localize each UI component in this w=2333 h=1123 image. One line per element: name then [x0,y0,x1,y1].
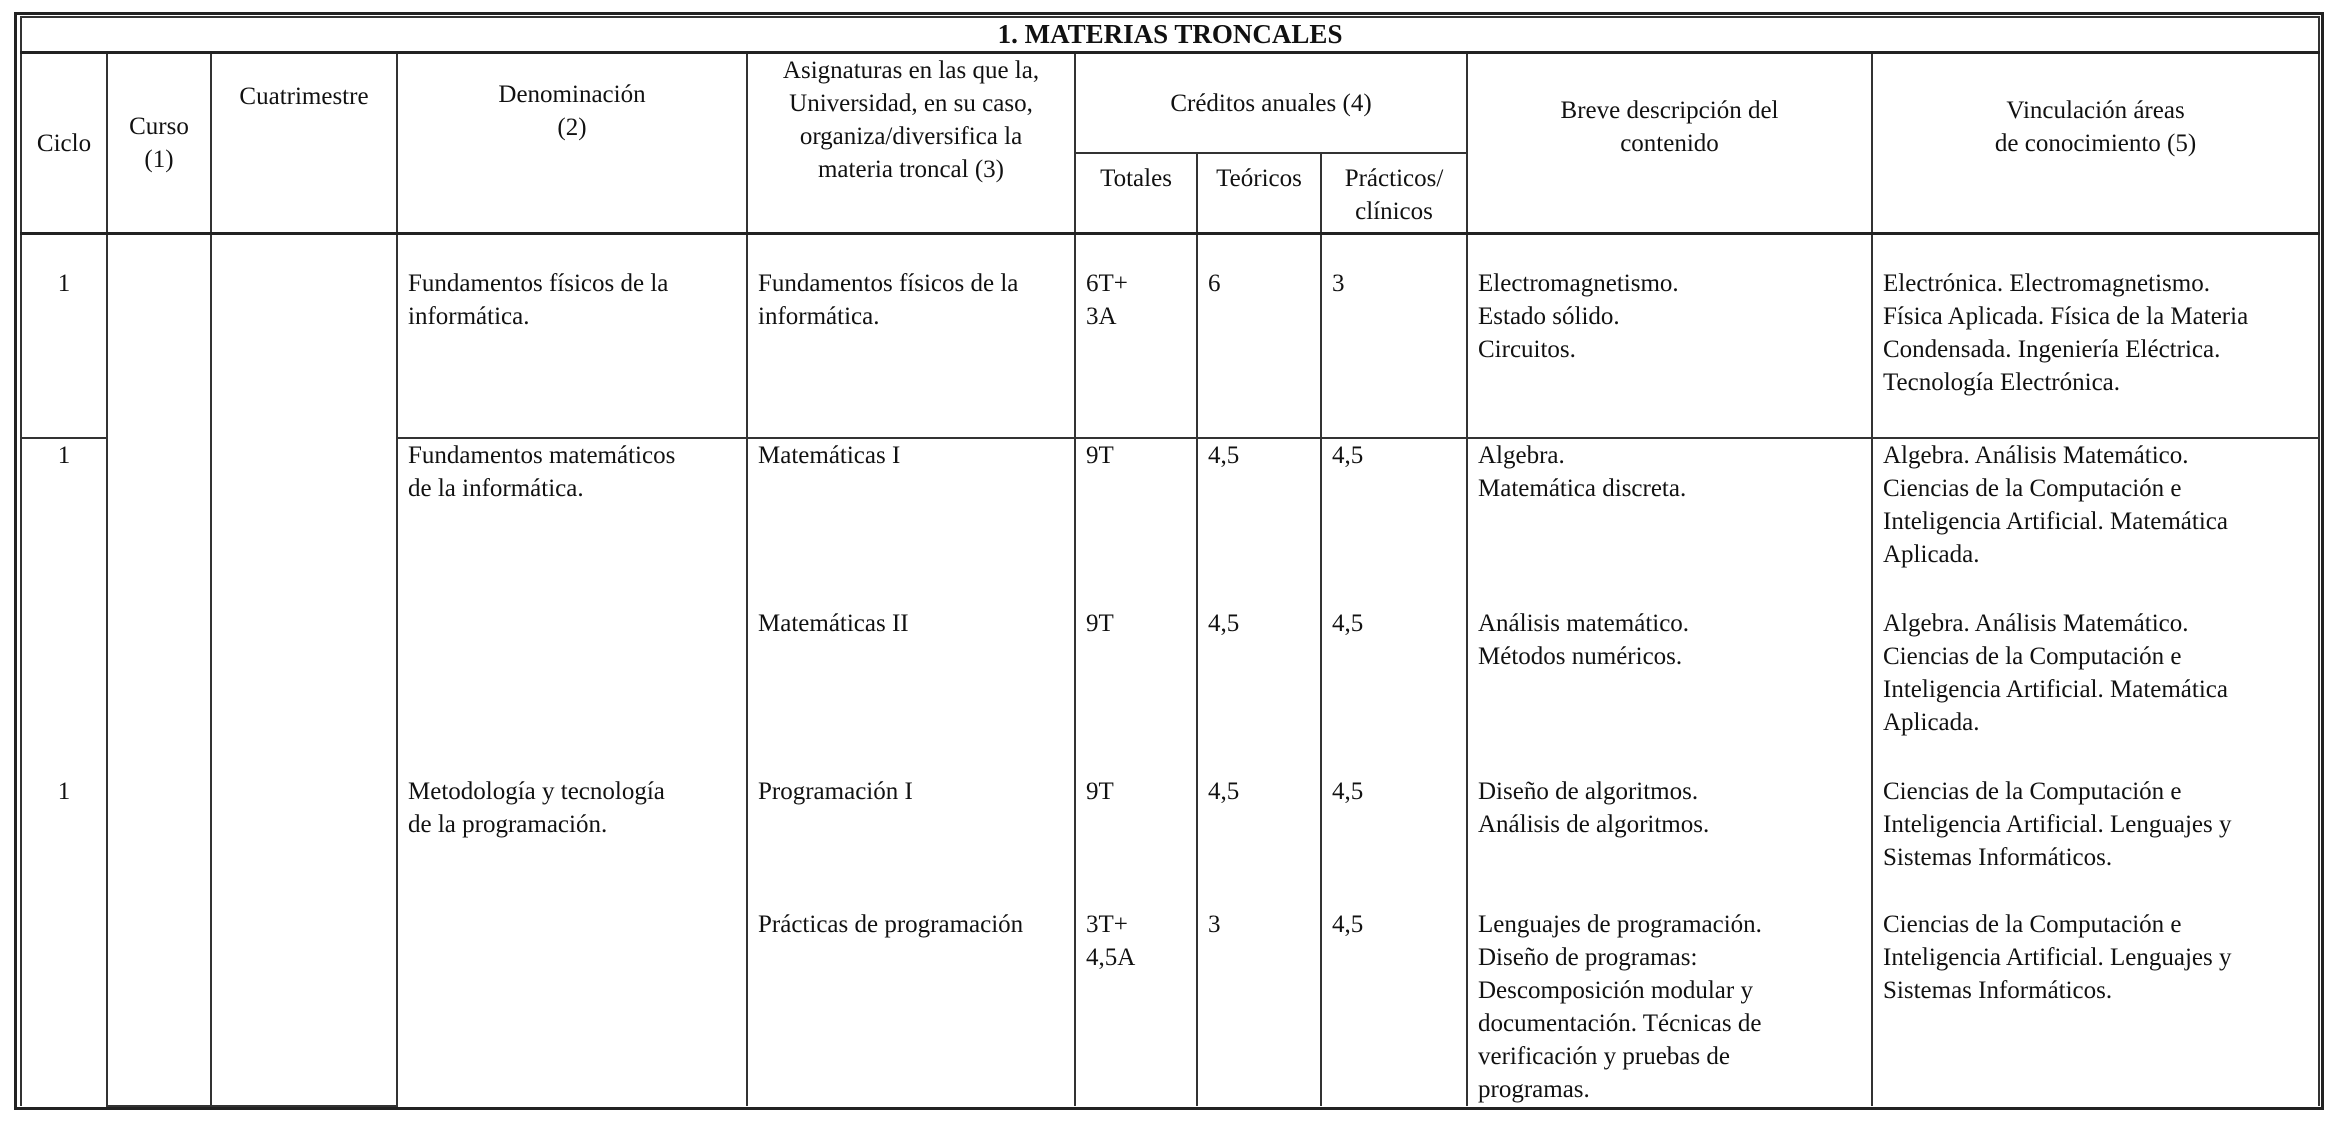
cell-vinculacion: Electrónica. Electromagnetismo. Física Aplicada. Física de la Materia Condensada. Ingeniería Eléctrica. Tecnología Electrónica. [1872,234,2319,439]
cell-asignatura: Fundamentos físicos de la informática. [747,234,1075,439]
cell-denominacion: Fundamentos físicos de la informática. [397,234,747,439]
cell-teoricos: 3 [1197,908,1321,1106]
header-vinculacion: Vinculación áreas de conocimiento (5) [1872,53,2319,234]
cell-ciclo: 1 [21,438,107,607]
cell-teoricos: 4,5 [1197,607,1321,775]
cell-ciclo [21,908,107,1106]
cell-ciclo: 1 [21,234,107,439]
cell-descripcion: Electromagnetismo. Estado sólido. Circuitos. [1467,234,1872,439]
cell-totales: 3T+ 4,5A [1075,908,1197,1106]
cell-descripcion: Algebra. Matemática discreta. [1467,438,1872,607]
cell-totales: 9T [1075,438,1197,607]
cell-descripcion: Análisis matemático. Métodos numéricos. [1467,607,1872,775]
cell-vinculacion: Ciencias de la Computación e Inteligencia Artificial. Lenguajes y Sistemas Informáticos. [1872,775,2319,908]
cell-descripcion: Diseño de algoritmos. Análisis de algoritmos. [1467,775,1872,908]
cell-curso [107,234,211,1107]
cell-ciclo [21,607,107,775]
header-ciclo: Ciclo [21,53,107,234]
cell-asignatura: Programación I [747,775,1075,908]
cell-denominacion: Metodología y tecnología de la programación. [397,775,747,908]
header-denominacion: Denominación (2) [397,53,747,234]
materias-troncales-table [20,16,2320,1107]
document-sheet [14,12,2324,1110]
cell-denominacion [397,908,747,1106]
cell-totales: 9T [1075,607,1197,775]
cell-denominacion: Fundamentos matemáticos de la informática. [397,438,747,607]
header-totales: Totales [1075,153,1197,234]
cell-practicos: 4,5 [1321,908,1467,1106]
cell-totales: 9T [1075,775,1197,908]
header-asignaturas: Asignaturas en las que la, Universidad, en su caso, organiza/diversifica la materia troncal (3) [747,53,1075,234]
cell-teoricos: 4,5 [1197,438,1321,607]
cell-descripcion: Lenguajes de programación. Diseño de programas: Descomposición modular y documentación. Técnicas de verificación y pruebas de programas. [1467,908,1872,1106]
cell-teoricos: 4,5 [1197,775,1321,908]
cell-practicos: 4,5 [1321,438,1467,607]
cell-cuatrimestre [211,234,397,1107]
cell-vinculacion: Ciencias de la Computación e Inteligencia Artificial. Lenguajes y Sistemas Informáticos. [1872,908,2319,1106]
cell-denominacion [397,607,747,775]
header-creditos: Créditos anuales (4) [1075,53,1467,154]
cell-vinculacion: Algebra. Análisis Matemático. Ciencias de la Computación e Inteligencia Artificial. Matemática Aplicada. [1872,607,2319,775]
header-curso: Curso (1) [107,53,211,234]
cell-practicos: 3 [1321,234,1467,439]
section-title: 1. MATERIAS TRONCALES [21,17,2319,53]
cell-asignatura: Matemáticas II [747,607,1075,775]
cell-asignatura: Prácticas de programación [747,908,1075,1106]
cell-practicos: 4,5 [1321,775,1467,908]
cell-totales: 6T+ 3A [1075,234,1197,439]
cell-practicos: 4,5 [1321,607,1467,775]
header-practicos: Prácticos/ clínicos [1321,153,1467,234]
table-row [21,234,2319,439]
cell-teoricos: 6 [1197,234,1321,439]
header-teoricos: Teóricos [1197,153,1321,234]
cell-vinculacion: Algebra. Análisis Matemático. Ciencias de la Computación e Inteligencia Artificial. Matemática Aplicada. [1872,438,2319,607]
header-cuatrimestre: Cuatrimestre [211,53,397,234]
cell-ciclo: 1 [21,775,107,908]
cell-asignatura: Matemáticas I [747,438,1075,607]
header-descripcion: Breve descripción del contenido [1467,53,1872,234]
